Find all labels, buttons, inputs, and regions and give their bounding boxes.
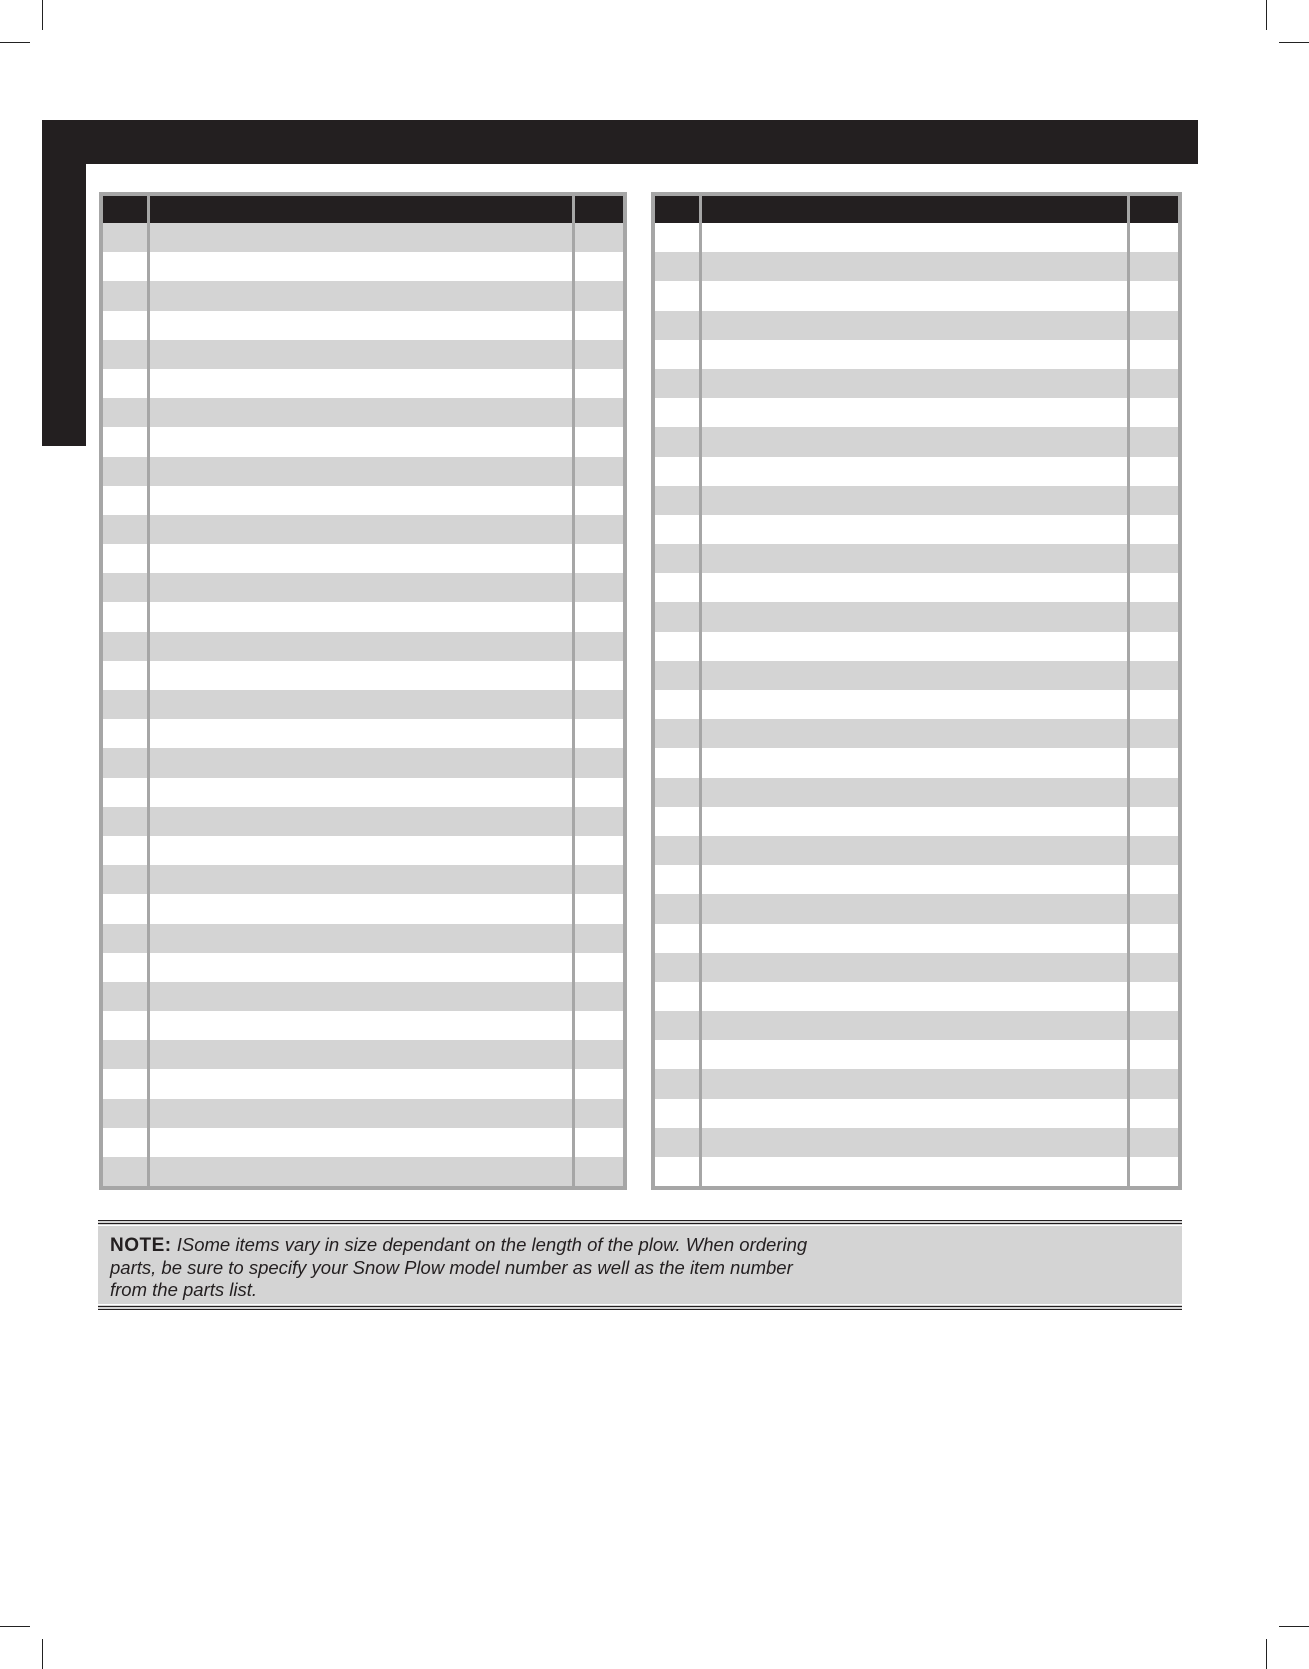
table-row [101,398,625,427]
table-row [653,632,1180,661]
description-cell [149,778,574,807]
description-cell [149,573,574,602]
item-cell [101,1011,149,1040]
qty-cell [573,427,625,456]
note-label: NOTE: [110,1235,172,1256]
item-cell [101,573,149,602]
qty-cell [573,486,625,515]
description-cell [701,661,1128,690]
table-row [101,486,625,515]
description-cell [701,369,1128,398]
item-cell [653,924,701,953]
item-cell [653,1040,701,1069]
qty-cell [573,865,625,894]
qty-cell [573,924,625,953]
item-cell [653,778,701,807]
description-cell [701,1040,1128,1069]
description-cell [701,894,1128,923]
table-row [653,661,1180,690]
description-cell [701,515,1128,544]
table-row [653,311,1180,340]
qty-cell [1128,719,1180,748]
table-row [653,865,1180,894]
item-cell [101,894,149,923]
item-cell [653,894,701,923]
item-cell [101,515,149,544]
table-row [653,1099,1180,1128]
item-cell [653,515,701,544]
qty-cell [573,836,625,865]
qty-cell [573,894,625,923]
item-cell [653,719,701,748]
qty-cell [1128,311,1180,340]
table-row [653,544,1180,573]
description-cell [149,924,574,953]
table-row [653,924,1180,953]
crop-mark [1279,42,1309,43]
table-row [653,982,1180,1011]
item-cell [101,661,149,690]
table-row [101,252,625,281]
qty-cell [1128,602,1180,631]
column-header-item [101,194,149,223]
item-cell [101,836,149,865]
table-row [101,1011,625,1040]
table-row [101,982,625,1011]
table-row [653,486,1180,515]
item-cell [101,1040,149,1069]
table-row [653,602,1180,631]
qty-cell [573,281,625,310]
item-cell [101,719,149,748]
item-cell [101,398,149,427]
qty-cell [573,661,625,690]
item-cell [101,690,149,719]
item-cell [653,602,701,631]
table-row [101,719,625,748]
table-row [653,778,1180,807]
item-cell [101,369,149,398]
description-cell [149,894,574,923]
table-row [653,1040,1180,1069]
item-cell [653,1099,701,1128]
item-cell [653,252,701,281]
header-bar [42,120,1198,164]
table-row [653,807,1180,836]
column-header-qty [573,194,625,223]
table-row [653,1157,1180,1188]
table-row [101,1099,625,1128]
qty-cell [1128,515,1180,544]
qty-cell [573,778,625,807]
item-cell [101,953,149,982]
table-row [653,1128,1180,1157]
item-cell [101,924,149,953]
table-row [101,1128,625,1157]
qty-cell [1128,690,1180,719]
table-row [101,544,625,573]
qty-cell [1128,486,1180,515]
item-cell [101,748,149,777]
qty-cell [573,719,625,748]
description-cell [701,1069,1128,1098]
description-cell [701,602,1128,631]
description-cell [701,1099,1128,1128]
description-cell [701,486,1128,515]
item-cell [653,398,701,427]
item-cell [101,457,149,486]
description-cell [701,690,1128,719]
table-row [101,748,625,777]
description-cell [149,953,574,982]
qty-cell [573,369,625,398]
table-row [653,748,1180,777]
description-cell [149,252,574,281]
table-row [653,252,1180,281]
item-cell [653,427,701,456]
item-cell [653,457,701,486]
item-cell [653,573,701,602]
item-cell [653,1128,701,1157]
description-cell [149,1069,574,1098]
description-cell [701,311,1128,340]
item-cell [101,807,149,836]
table-row [101,369,625,398]
qty-cell [573,311,625,340]
note-body: ISome items vary in size dependant on the length of the plow. When ordering parts, be sure to specify your Snow Plow model number as well as the item number from the parts list. [110,1234,808,1300]
qty-cell [1128,924,1180,953]
item-cell [101,311,149,340]
table-row [653,953,1180,982]
description-cell [701,340,1128,369]
item-cell [101,1157,149,1188]
item-cell [101,427,149,456]
table-row [653,398,1180,427]
item-cell [101,252,149,281]
qty-cell [1128,982,1180,1011]
item-cell [101,486,149,515]
table-row [101,778,625,807]
description-cell [149,1011,574,1040]
crop-mark [1279,1626,1309,1627]
table-row [653,340,1180,369]
qty-cell [573,398,625,427]
table-row [653,1011,1180,1040]
qty-cell [573,340,625,369]
table-row [653,427,1180,456]
description-cell [149,281,574,310]
qty-cell [1128,836,1180,865]
description-cell [149,748,574,777]
table-row [101,311,625,340]
table-row [101,690,625,719]
description-cell [149,457,574,486]
table-row [653,573,1180,602]
description-cell [149,427,574,456]
description-cell [149,369,574,398]
table-row [101,807,625,836]
qty-cell [573,1069,625,1098]
item-cell [653,544,701,573]
item-cell [653,982,701,1011]
qty-cell [1128,340,1180,369]
table-row [653,515,1180,544]
item-cell [653,1011,701,1040]
description-cell [701,457,1128,486]
description-cell [701,865,1128,894]
table-row [101,632,625,661]
table-row [653,719,1180,748]
item-cell [653,311,701,340]
qty-cell [573,515,625,544]
qty-cell [1128,661,1180,690]
qty-cell [573,1040,625,1069]
qty-cell [1128,1011,1180,1040]
qty-cell [573,690,625,719]
description-cell [701,573,1128,602]
table-row [101,515,625,544]
qty-cell [1128,953,1180,982]
qty-cell [573,252,625,281]
description-cell [149,1128,574,1157]
table-row [101,894,625,923]
description-cell [701,632,1128,661]
item-cell [101,340,149,369]
table-row [101,924,625,953]
column-header-description [701,194,1128,223]
table-row [653,894,1180,923]
description-cell [701,719,1128,748]
qty-cell [573,457,625,486]
table-row [653,223,1180,252]
table-row [101,457,625,486]
table-row [653,1069,1180,1098]
item-cell [101,632,149,661]
table-row [101,602,625,631]
note-text [110,1234,830,1301]
qty-cell [573,573,625,602]
item-cell [653,369,701,398]
description-cell [701,982,1128,1011]
table-row [101,1157,625,1188]
table-row [101,223,625,252]
description-cell [701,544,1128,573]
qty-cell [573,807,625,836]
description-cell [701,807,1128,836]
crop-mark [1266,0,1267,30]
table-body-left [101,223,625,1188]
item-cell [653,748,701,777]
qty-cell [1128,369,1180,398]
item-cell [653,807,701,836]
column-header-description [149,194,574,223]
qty-cell [1128,632,1180,661]
qty-cell [1128,894,1180,923]
table-row [101,865,625,894]
description-cell [701,223,1128,252]
item-cell [653,281,701,310]
crop-mark [42,1639,43,1669]
qty-cell [1128,1099,1180,1128]
item-cell [101,223,149,252]
qty-cell [1128,573,1180,602]
item-cell [101,281,149,310]
side-tab [42,120,86,446]
item-cell [101,1069,149,1098]
qty-cell [1128,252,1180,281]
item-cell [101,865,149,894]
table-row [653,369,1180,398]
qty-cell [573,223,625,252]
item-cell [653,632,701,661]
qty-cell [573,544,625,573]
description-cell [149,223,574,252]
item-cell [101,982,149,1011]
description-cell [701,1011,1128,1040]
table-header-row [101,194,625,223]
item-cell [653,1069,701,1098]
qty-cell [1128,427,1180,456]
description-cell [149,311,574,340]
table-body-right [653,223,1180,1188]
item-cell [101,1099,149,1128]
description-cell [149,544,574,573]
description-cell [149,1157,574,1188]
description-cell [701,836,1128,865]
qty-cell [573,632,625,661]
description-cell [149,1099,574,1128]
description-cell [149,602,574,631]
qty-cell [1128,1069,1180,1098]
item-cell [653,836,701,865]
description-cell [149,719,574,748]
description-cell [149,807,574,836]
qty-cell [573,748,625,777]
qty-cell [1128,281,1180,310]
description-cell [701,281,1128,310]
description-cell [149,486,574,515]
item-cell [101,1128,149,1157]
qty-cell [1128,1128,1180,1157]
table-row [101,836,625,865]
crop-mark [42,0,43,30]
item-cell [653,1157,701,1188]
qty-cell [1128,748,1180,777]
qty-cell [1128,865,1180,894]
item-cell [101,778,149,807]
qty-cell [573,1128,625,1157]
description-cell [149,661,574,690]
qty-cell [573,982,625,1011]
description-cell [149,865,574,894]
table-row [101,1040,625,1069]
table-row [653,457,1180,486]
item-cell [653,486,701,515]
table-header-row [653,194,1180,223]
description-cell [701,252,1128,281]
table-row [101,573,625,602]
parts-table-right [651,192,1182,1190]
description-cell [149,1040,574,1069]
qty-cell [573,1099,625,1128]
description-cell [701,953,1128,982]
qty-cell [1128,807,1180,836]
item-cell [653,661,701,690]
crop-mark [0,42,30,43]
table-row [101,340,625,369]
description-cell [149,515,574,544]
qty-cell [1128,457,1180,486]
table-row [101,953,625,982]
item-cell [653,690,701,719]
crop-mark [1266,1639,1267,1669]
column-header-item [653,194,701,223]
note-box [98,1220,1182,1310]
description-cell [701,398,1128,427]
qty-cell [1128,1157,1180,1188]
qty-cell [1128,223,1180,252]
qty-cell [1128,398,1180,427]
description-cell [149,398,574,427]
qty-cell [573,1011,625,1040]
qty-cell [1128,778,1180,807]
description-cell [701,1128,1128,1157]
item-cell [653,865,701,894]
description-cell [149,836,574,865]
table-row [653,836,1180,865]
description-cell [149,690,574,719]
table-row [653,690,1180,719]
qty-cell [573,602,625,631]
item-cell [101,602,149,631]
qty-cell [573,953,625,982]
parts-table-left [99,192,627,1190]
table-row [101,1069,625,1098]
item-cell [653,223,701,252]
qty-cell [573,1157,625,1188]
table-row [101,661,625,690]
description-cell [701,1157,1128,1188]
description-cell [149,632,574,661]
table-row [101,427,625,456]
qty-cell [1128,1040,1180,1069]
qty-cell [1128,544,1180,573]
column-header-qty [1128,194,1180,223]
description-cell [149,982,574,1011]
description-cell [701,924,1128,953]
description-cell [701,427,1128,456]
item-cell [101,544,149,573]
description-cell [149,340,574,369]
item-cell [653,953,701,982]
crop-mark [0,1626,30,1627]
description-cell [701,748,1128,777]
table-row [101,281,625,310]
table-row [653,281,1180,310]
item-cell [653,340,701,369]
description-cell [701,778,1128,807]
